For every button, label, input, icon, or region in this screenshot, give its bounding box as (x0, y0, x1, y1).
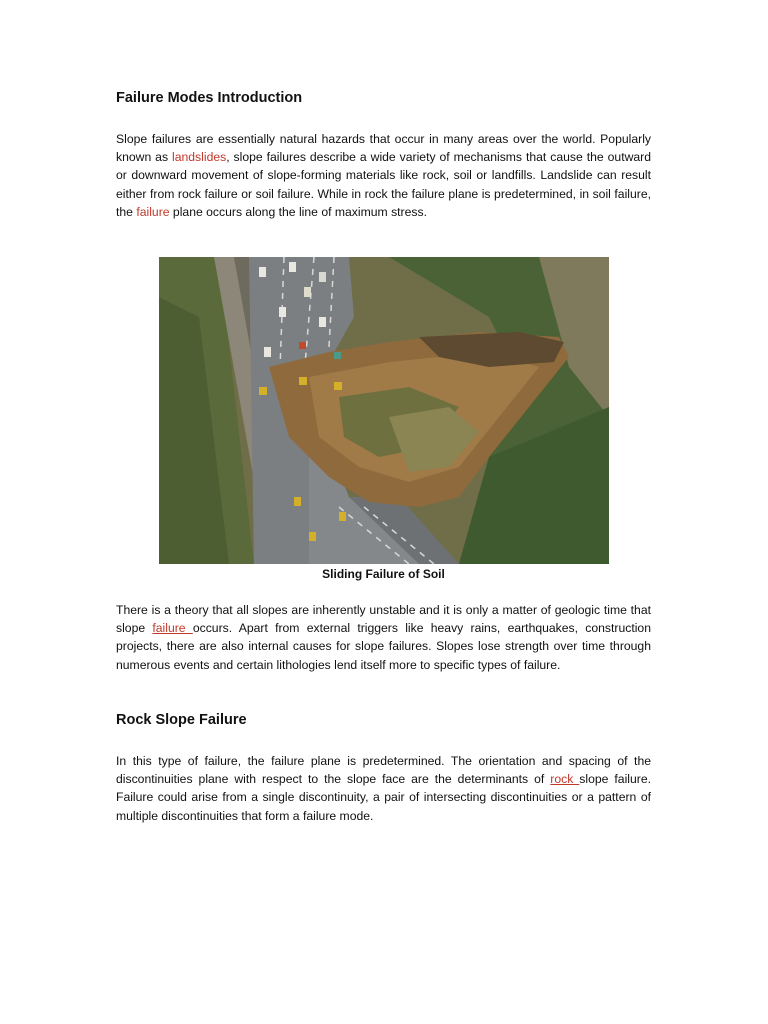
section-title-intro: Failure Modes Introduction (116, 90, 303, 106)
theory-paragraph (116, 601, 651, 674)
rock-text-b: slope failure. Failure could arise from a single discontinuity, a pair of intersecting discontinuities or a pattern of multiple discontinuities that form a failure mode. (116, 772, 651, 823)
intro-text-c: plane occurs along the line of maximum stress. (169, 204, 427, 219)
section-title-rock: Rock Slope Failure (116, 712, 247, 728)
keyword-failure[interactable]: failure (136, 204, 170, 219)
rock-paragraph (116, 752, 651, 825)
intro-text-b: , slope failures describe a wide variety of mechanisms that cause the outward or downward movement of slope-forming materials like rock, soil or landfills. Landslide can result either from rock failure or soil failure. While in rock the failure plane is predetermined, in soil failure, the (116, 150, 651, 219)
rock-text-a: In this type of failure, the failure plane is predetermined. The orientation and spacing of the discontinuities plane with respect to the slope face are the determinants of (116, 754, 651, 787)
link-failure[interactable]: failure (152, 621, 193, 636)
figure-caption: Sliding Failure of Soil (322, 567, 445, 581)
link-rock[interactable]: rock (550, 772, 580, 787)
theory-text-a: There is a theory that all slopes are inherently unstable and it is only a matter of geologic time that slope (116, 603, 651, 636)
theory-text-b: occurs. Apart from external triggers like heavy rains, earthquakes, construction projects, there are also internal causes for slope failures. Slopes lose strength over time through numerous events and certain lithologies lend itself more to specific types of failure. (116, 621, 651, 672)
intro-paragraph (116, 130, 651, 221)
landslide-photo (159, 257, 609, 564)
keyword-landslides[interactable]: landslides (172, 150, 227, 165)
intro-text-a: Slope failures are essentially natural hazards that occur in many areas over the world. Popularly known as (116, 132, 651, 165)
